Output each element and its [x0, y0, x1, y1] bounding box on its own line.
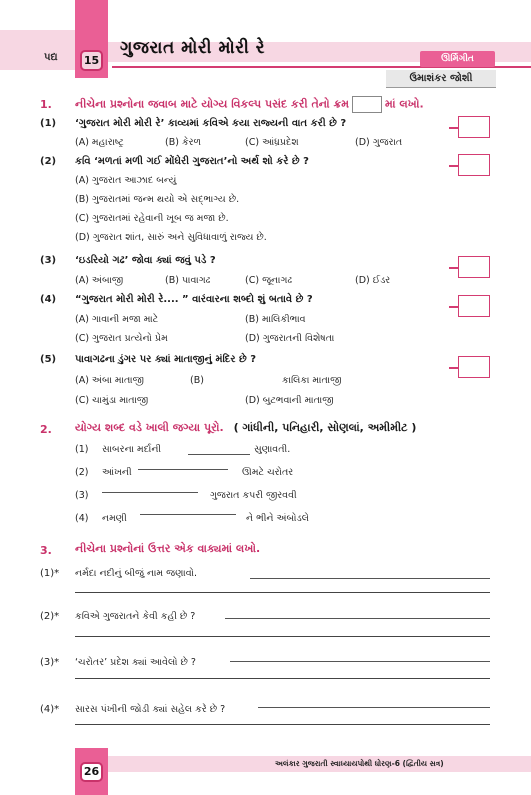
q3-option-d: (D) ઈડર — [355, 275, 391, 286]
q5-option-d: (D) બુટભવાની માતાજી — [245, 395, 334, 406]
fill-blank-4-pre: નમણી — [102, 513, 127, 524]
short-answer-2-rule — [75, 636, 490, 637]
q2-option-c: (C) ગુજરાતમાં રહેવાની ખૂબ જ મજા છે. — [75, 213, 229, 224]
section-1-number: 1. — [40, 98, 52, 111]
question-1-text: ‘ગુજરાત મોરી મોરી રે’ કાવ્યમાં કવિએ કયા રાજ્યની વાત કરી છે ? — [75, 118, 347, 129]
q3-option-c: (C) જૂનાગઢ — [245, 275, 293, 286]
genre-tag: ઊર્મિગીત — [420, 51, 495, 67]
q4-option-d: (D) ગુજરાતની વિશેષતા — [245, 333, 335, 344]
q1-option-c: (C) આંધ્રપ્રદેશ — [245, 137, 299, 148]
q3-option-a: (A) અંબાજી — [75, 275, 124, 286]
q1-option-a: (A) મહારાષ્ટ્ર — [75, 137, 124, 148]
short-answer-4-text: સારસ પંખીની જોડી ક્યાં સહેલ કરે છે ? — [75, 704, 226, 715]
section-1-heading-suffix: માં લખો. — [385, 97, 424, 111]
short-answer-3-line[interactable] — [230, 661, 490, 662]
q5-option-c: (C) ચામુંડા માતાજી — [75, 395, 149, 406]
short-answer-4-line[interactable] — [258, 707, 490, 708]
fill-blank-3-post: ગુજરાત કપરી જીરવવી — [210, 490, 297, 501]
question-5-number: (5) — [40, 354, 57, 365]
fill-blank-4-line[interactable] — [140, 514, 236, 515]
answer-box-2[interactable] — [458, 154, 490, 176]
section-1-heading-text: નીચેના પ્રશ્નોના જવાબ માટે યોગ્ય વિકલ્પ પસંદ કરી તેનો ક્રમ — [75, 97, 350, 111]
section-1-heading — [75, 96, 424, 113]
answer-box-4-tick — [449, 306, 458, 308]
short-answer-2-line[interactable] — [225, 618, 490, 619]
question-2-number: (2) — [40, 156, 57, 167]
question-2-text: કવિ ‘મળતાં મળી ગઈ મોંઘેરી ગુજરાત’નો અર્થ શો કરે છે ? — [75, 156, 309, 167]
question-5-text: પાવાગઢના ડુંગર પર ક્યાં માતાજીનું મંદિર છે ? — [75, 354, 257, 365]
short-answer-1-rule — [75, 592, 490, 593]
word-bank: ( ગાંધીની, પનિહારી, સોણલાં, અમીમીટ ) — [233, 421, 417, 434]
short-answer-1-number: (1)* — [40, 568, 60, 579]
question-4-number: (4) — [40, 294, 57, 305]
q4-option-a: (A) ગાવાની મજા માટે — [75, 314, 159, 325]
section-3-number: 3. — [40, 544, 52, 557]
section-3-heading: નીચેના પ્રશ્નોનાં ઉત્તર એક વાક્યમાં લખો. — [75, 542, 261, 555]
answer-box-5[interactable] — [458, 356, 490, 378]
question-3-number: (3) — [40, 255, 57, 266]
q3-option-b: (B) પાવાગઢ — [165, 275, 211, 286]
short-answer-1-text: નર્મદા નદીનું બીજું નામ જણાવો. — [75, 568, 198, 579]
q4-option-b: (B) માલિકીભાવ — [245, 314, 306, 325]
footer-book-title: અલંકાર ગુજરાતી સ્વાધ્યાયપોથી ધોરણ-6 (દ્વિતીય સત્ર) — [275, 759, 444, 768]
q5-option-a: (A) અંબા માતાજી — [75, 375, 144, 386]
short-answer-3-rule — [75, 678, 490, 679]
q1-option-b: (B) કેરળ — [165, 137, 201, 148]
fill-blank-2-pre: આંખની — [102, 467, 132, 478]
q5-option-b-label: (B) — [190, 375, 204, 386]
lesson-number-badge: 15 — [80, 50, 103, 71]
section-2-heading — [75, 421, 416, 435]
section-2-heading-text: યોગ્ય શબ્દ વડે ખાલી જગ્યા પૂરો. — [75, 421, 224, 434]
short-answer-3-text: ‘ચરોતર’ પ્રદેશ ક્યાં આવેલો છે ? — [75, 657, 196, 668]
header-label: પદ્ય — [44, 52, 58, 63]
q4-option-c: (C) ગુજરાત પ્રત્યેનો પ્રેમ — [75, 333, 168, 344]
short-answer-3-number: (3)* — [40, 657, 60, 668]
inline-answer-box — [352, 96, 382, 113]
fill-blank-4-number: (4) — [75, 513, 89, 524]
answer-box-1-tick — [449, 127, 458, 129]
author-name: ઉમાશંકર જોશી — [386, 70, 496, 88]
q2-option-d: (D) ગુજરાત શાંત, સારું અને સુવિધાવાળું રાજ્ય છે. — [75, 232, 267, 243]
section-2-number: 2. — [40, 423, 52, 436]
fill-blank-1-line[interactable] — [188, 454, 250, 455]
q2-option-a: (A) ગુજરાત આઝાદ બન્યું — [75, 175, 177, 186]
short-answer-4-number: (4)* — [40, 704, 60, 715]
answer-box-3-tick — [449, 267, 458, 269]
short-answer-2-number: (2)* — [40, 611, 60, 622]
fill-blank-2-line[interactable] — [138, 469, 228, 470]
page-title: ગુજરાત મોરી મોરી રે — [120, 38, 266, 58]
question-3-text: ‘ઇડરિયો ગઢ’ જોવા ક્યાં જવું પડે ? — [75, 255, 216, 266]
question-1-number: (1) — [40, 118, 57, 129]
fill-blank-2-number: (2) — [75, 467, 89, 478]
fill-blank-2-post: ઊમટે ચરોતર — [242, 467, 294, 478]
q1-option-d: (D) ગુજરાત — [355, 137, 403, 148]
answer-box-3[interactable] — [458, 256, 490, 278]
header-band-left — [0, 30, 78, 70]
fill-blank-1-number: (1) — [75, 444, 89, 455]
q2-option-b: (B) ગુજરાતમાં જન્મ થયો એ સદ્ભાગ્ય છે. — [75, 194, 240, 205]
short-answer-1-line[interactable] — [250, 578, 490, 579]
fill-blank-1-post: સુણાવતી. — [254, 444, 291, 455]
answer-box-4[interactable] — [458, 295, 490, 317]
q5-option-b: કાલિકા માતાજી — [282, 375, 342, 386]
answer-box-1[interactable] — [458, 116, 490, 138]
fill-blank-4-post: ને ભીને અંબોડલે — [246, 513, 309, 524]
short-answer-4-rule — [75, 724, 490, 725]
fill-blank-3-number: (3) — [75, 490, 89, 501]
short-answer-2-text: કવિએ ગુજરાતને કેવી કહી છે ? — [75, 611, 196, 622]
page-number: 26 — [80, 762, 103, 782]
question-4-text: “ગુજરાત મોરી મોરી રે.... ” વારંવારના શબ્દો શું બતાવે છે ? — [75, 294, 313, 305]
answer-box-2-tick — [449, 165, 458, 167]
fill-blank-3-line[interactable] — [102, 492, 198, 493]
fill-blank-1-pre: સાબરના મર્દાની — [102, 444, 162, 455]
answer-box-5-tick — [449, 367, 458, 369]
